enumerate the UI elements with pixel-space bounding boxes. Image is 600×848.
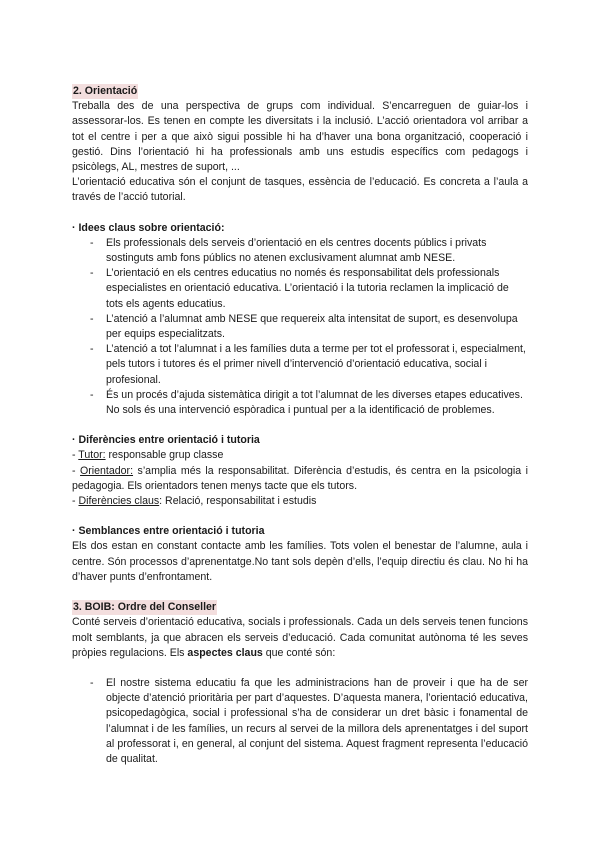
ideas-list	[72, 236, 528, 418]
differences-claus-label: Diferències claus	[78, 495, 160, 508]
list-item: - El nostre sistema educatiu fa que les administracions han de proveir i que ha de ser objecte d’atenció prioritària per part d’aquestes. D’aquesta manera, l’orientació educativa, psicopedagògica, social i professional s’ha de considerar un dret bàsic i fonamental de l’alumnat i de les famílies, un recurs al servei de la millora dels aprenentatges i del suport al professorat i, en general, al conjunt del sistema. Aquest fragment representa l’educació de qualitat.	[106, 676, 528, 767]
differences-heading: · Diferències entre orientació i tutoria	[72, 434, 260, 447]
section-3-title: 3. BOIB: Ordre del Conseller	[72, 600, 217, 615]
list-item: - És un procés d’ajuda sistemàtica dirigit a tot l’alumnat de les diverses etapes educatives. No sols és una intervenció espòradica i puntual per a la identificació de problemes.	[106, 388, 528, 418]
list-item: - L’atenció a l’alumnat amb NESE que requereix alta intensitat de suport, es desenvolupa per equips especialitzats.	[106, 312, 528, 342]
orientador-label: Orientador:	[80, 464, 134, 477]
list-item: - L’atenció a tot l’alumnat i a les famílies duta a terme per tot el professorat i, especialment, pels tutors i tutores és el primer nivell d’intervenció d’orientació educativa, social i profesional.	[106, 342, 528, 388]
tutor-label: Tutor:	[78, 449, 106, 462]
orientador-line: - Orientador: s’amplia més la responsabilitat. Diferència d’estudis, és centra en la psicologia i pedagogia. Els orientadors tenen menys tacte que els tutors.	[72, 464, 528, 492]
boib-list	[72, 676, 528, 767]
list-item: - L’orientació en els centres educatius no només és responsabilitat dels professionals especialistes en orientació educativa. L’orientació i la tutoria reclamen la implicació de tots els agents educatius.	[106, 266, 528, 312]
list-item: - Els professionals dels serveis d’orientació en els centres docents públics i privats sostinguts amb fons públics no atenen exclusivament alumnat amb NESE.	[106, 236, 528, 266]
key-aspects-bold: aspectes claus	[187, 646, 263, 659]
section-3-intro: Conté serveis d’orientació educativa, socials i professionals. Cada un dels serveis tenen funcions molt semblants, ja que abracen els serveis d’educació. Cada comunitat autònoma té les seves pròpies regulacions. Els aspectes claus que conté són:	[72, 616, 528, 659]
section-2-title: 2. Orientació	[72, 84, 138, 99]
similarities-heading: · Semblances entre orientació i tutoria	[72, 525, 265, 538]
tutor-line: - Tutor: responsable grup classe	[72, 449, 224, 462]
section-2-intro: Treballa des de una perspectiva de grups com individual. S’encarreguen de guiar-los i assessorar-los. Es tenen en compte les diversitats i la inclusió. L’acció orientadora vol arribar a tot el centre i per a que això sigui possible hi ha d’haver una bona organització, cooperació i gestió. Dins l’orientació hi ha professionals amb uns estudis específics com pedagogs i psicòlegs, AL, mestres de suport, ...	[72, 100, 528, 174]
similarities-text: Els dos estan en constant contacte amb les famílies. Tots volen el benestar de l’alumne, aula i centre. Són processos d’aprenentatge.No tant sols depèn d’ells, l’equip directiu és clau. No hi ha d’haver punts d’enfrontament.	[72, 540, 528, 583]
differences-claus-line: - Diferències claus: Relació, responsabilitat i estudis	[72, 495, 317, 508]
section-3	[72, 600, 528, 767]
document-content	[72, 84, 528, 767]
section-2-intro-2: L’orientació educativa són el conjunt de tasques, essència de l’educació. Es concreta a l’aula a través de l’acció tutorial.	[72, 176, 528, 204]
ideas-heading: · Idees claus sobre orientació:	[72, 221, 225, 234]
section-2	[72, 84, 528, 585]
